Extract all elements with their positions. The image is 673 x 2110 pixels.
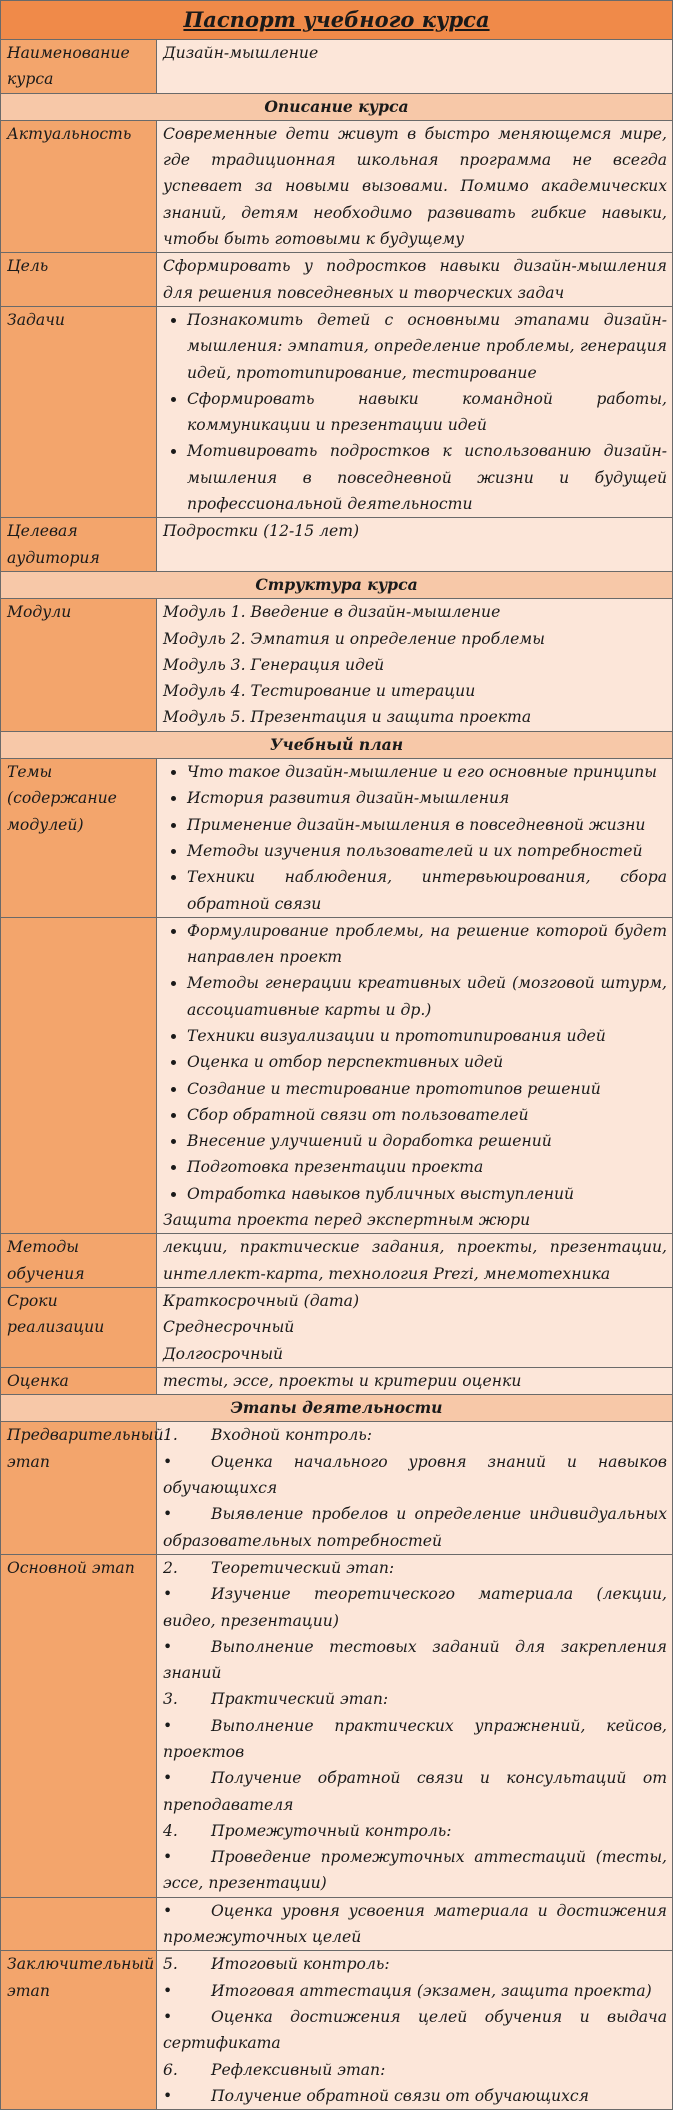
line-text: Получение обратной связи и консультаций от преподавателя <box>163 1769 667 1814</box>
section-description-header: Описание курса <box>1 93 673 120</box>
methods-row <box>1 1234 673 1288</box>
list-item: • Оценка и отбор перспективных идей <box>187 1049 667 1075</box>
line-marker: • <box>163 1716 173 1735</box>
stage-line <box>163 1555 667 1581</box>
line-marker: • <box>163 1769 173 1788</box>
line-marker: • <box>163 1901 173 1920</box>
line-marker: 6. <box>163 2060 178 2079</box>
main-label: Основной этап <box>1 1554 157 1897</box>
line-text: Оценка достижения целей обучения и выдача сертификата <box>163 2007 667 2053</box>
tasks-row <box>1 306 673 517</box>
list-item: • История развития дизайн-мышления <box>187 785 667 811</box>
list-item: • Формулирование проблемы, на решение которой будет направлен проект <box>187 918 667 971</box>
prelim-row <box>1 1422 673 1554</box>
section-header-row <box>1 731 673 758</box>
line-marker: • <box>163 1452 173 1471</box>
line-marker: 5. <box>163 1955 178 1974</box>
assessment-label: Оценка <box>1 1367 157 1394</box>
list-item: • Создание и тестирование прототипов решений <box>187 1076 667 1102</box>
audience-value: Подростки (12-15 лет) <box>157 518 673 572</box>
stage-line <box>163 2057 667 2083</box>
list-item: • Подготовка презентации проекта <box>187 1154 667 1180</box>
module-item: Модуль 1. Введение в дизайн-мышление <box>163 603 501 622</box>
terms-row <box>1 1287 673 1367</box>
line-marker: 2. <box>163 1558 178 1577</box>
stage-line <box>163 1898 667 1951</box>
audience-label: Целевая аудитория <box>1 518 157 572</box>
line-text: Промежуточный контроль: <box>211 1821 452 1840</box>
stage-line <box>163 1951 667 1977</box>
line-marker: • <box>163 1505 173 1524</box>
goal-value: Сформировать у подростков навыки дизайн-мышления для решения повседневных и творческих задач <box>157 253 673 307</box>
topics-list <box>163 759 667 917</box>
modules-label: Модули <box>1 599 157 731</box>
list-item: • Познакомить детей с основными этапами дизайн-мышления: эмпатия, определение проблемы, генерация идей, прототипирование, тестирование <box>187 307 667 386</box>
line-marker: • <box>163 1585 173 1604</box>
line-marker: • <box>163 1848 173 1867</box>
title-row <box>1 1 673 40</box>
stage-line <box>163 1634 667 1687</box>
line-marker: • <box>163 1637 173 1656</box>
main-continued-row <box>1 1897 673 1951</box>
goal-row <box>1 253 673 307</box>
line-text: Проведение промежуточных аттестаций (тесты, эссе, презентации) <box>163 1848 667 1893</box>
stage-line <box>163 1765 667 1818</box>
name-value: Дизайн-мышление <box>157 40 673 94</box>
main-value <box>157 1554 673 1897</box>
stage-line <box>163 1422 667 1448</box>
tasks-value <box>157 306 673 517</box>
prelim-label: Предварительный этап <box>1 1422 157 1554</box>
line-text: Входной контроль: <box>211 1426 372 1445</box>
term-item: Долгосрочный <box>163 1344 284 1363</box>
section-structure-header: Структура курса <box>1 571 673 598</box>
list-item: • Техники наблюдения, интервьюирования, сбора обратной связи <box>187 864 667 917</box>
line-marker: 1. <box>163 1426 178 1445</box>
main-row <box>1 1554 673 1897</box>
module-item: Модуль 3. Генерация идей <box>163 655 385 674</box>
list-item: • Сформировать навыки командной работы, коммуникации и презентации идей <box>187 386 667 439</box>
section-plan-header: Учебный план <box>1 731 673 758</box>
line-text: Теоретический этап: <box>211 1558 395 1577</box>
audience-row <box>1 518 673 572</box>
tasks-list <box>163 307 667 517</box>
list-item: • Методы изучения пользователей и их потребностей <box>187 838 667 864</box>
final-row <box>1 1951 673 2110</box>
section-stages-header: Этапы деятельности <box>1 1395 673 1422</box>
line-text: Итоговый контроль: <box>211 1955 390 1974</box>
line-text: Оценка уровня усвоения материала и достижения промежуточных целей <box>163 1901 667 1947</box>
topics-row <box>1 759 673 918</box>
topics-continued-row <box>1 917 673 1234</box>
assessment-value: тесты, эссе, проекты и критерии оценки <box>157 1367 673 1394</box>
line-text: Получение обратной связи от обучающихся <box>211 2086 589 2105</box>
stage-line <box>163 2004 667 2057</box>
topics-value <box>157 759 673 918</box>
section-header-row <box>1 571 673 598</box>
final-label: Заключительный этап <box>1 1951 157 2110</box>
stage-line <box>163 1978 667 2004</box>
line-marker: • <box>163 2086 173 2105</box>
list-item: • Внесение улучшений и доработка решений <box>187 1128 667 1154</box>
line-text: Изучение теоретического материала (лекции, видео, презентации) <box>163 1585 667 1630</box>
line-text: Выполнение практических упражнений, кейсов, проектов <box>163 1716 667 1761</box>
tasks-label: Задачи <box>1 306 157 517</box>
stage-line <box>163 1686 667 1712</box>
relevance-row <box>1 120 673 252</box>
stage-line <box>163 2083 667 2109</box>
goal-label: Цель <box>1 253 157 307</box>
topics-continued-value <box>157 917 673 1234</box>
stage-line <box>163 1501 667 1554</box>
line-marker: • <box>163 2007 173 2026</box>
topics-label: Темы (содержание модулей) <box>1 759 157 918</box>
list-item: • Мотивировать подростков к использованию дизайн-мышления в повседневной жизни и будущей профессиональной деятельности <box>187 438 667 517</box>
list-item: • Сбор обратной связи от пользователей <box>187 1102 667 1128</box>
methods-value: лекции, практические задания, проекты, презентации, интеллект-карта, технология Prezi, мнемотехника <box>157 1234 673 1288</box>
term-item: Краткосрочный (дата) <box>163 1291 360 1310</box>
final-value <box>157 1951 673 2110</box>
line-marker: • <box>163 1981 173 2000</box>
list-item: • Что такое дизайн-мышление и его основные принципы <box>187 759 667 785</box>
line-text: Итоговая аттестация (экзамен, защита проекта) <box>211 1981 652 2000</box>
terms-value <box>157 1287 673 1367</box>
stage-line <box>163 1713 667 1766</box>
line-marker: 4. <box>163 1821 178 1840</box>
relevance-label: Актуальность <box>1 120 157 252</box>
module-item: Модуль 4. Тестирование и итерации <box>163 682 476 701</box>
stage-line <box>163 1818 667 1844</box>
stage-line <box>163 1581 667 1634</box>
line-text: Выявление пробелов и определение индивидуальных образовательных потребностей <box>163 1505 667 1550</box>
empty-label <box>1 1897 157 1951</box>
stage-line <box>163 1844 667 1897</box>
section-header-row <box>1 93 673 120</box>
line-text: Рефлексивный этап: <box>211 2060 386 2079</box>
line-text: Оценка начального уровня знаний и навыков обучающихся <box>163 1452 667 1498</box>
topics-tail: Защита проекта перед экспертным жюри <box>163 1211 531 1230</box>
list-item: • Техники визуализации и прототипирования идей <box>187 1023 667 1049</box>
module-item: Модуль 2. Эмпатия и определение проблемы <box>163 629 545 648</box>
passport-title: Паспорт учебного курса <box>1 1 673 40</box>
main-continued-value <box>157 1897 673 1951</box>
list-item: • Методы генерации креативных идей (мозговой штурм, ассоциативные карты и др.) <box>187 970 667 1023</box>
modules-value <box>157 599 673 731</box>
stage-line <box>163 1449 667 1502</box>
section-header-row <box>1 1395 673 1422</box>
list-item: • Отработка навыков публичных выступлений <box>187 1181 667 1207</box>
line-text: Практический этап: <box>211 1690 389 1709</box>
topics-continued-list <box>163 918 667 1207</box>
list-item: • Применение дизайн-мышления в повседневной жизни <box>187 812 667 838</box>
terms-label: Сроки реализации <box>1 1287 157 1367</box>
name-label: Наименование курса <box>1 40 157 94</box>
name-row <box>1 40 673 94</box>
empty-label <box>1 917 157 1234</box>
assessment-row <box>1 1367 673 1394</box>
term-item: Среднесрочный <box>163 1318 295 1337</box>
modules-row <box>1 599 673 731</box>
line-text: Выполнение тестовых заданий для закрепления знаний <box>163 1637 667 1683</box>
relevance-value: Современные дети живут в быстро меняющемся мире, где традиционная школьная программа не всегда успевает за новыми вызовами. Помимо академических знаний, детям необходимо развивать гибкие навыки, чтобы быть готовыми к будущему <box>157 120 673 252</box>
prelim-value <box>157 1422 673 1554</box>
line-marker: 3. <box>163 1690 178 1709</box>
module-item: Модуль 5. Презентация и защита проекта <box>163 708 532 727</box>
methods-label: Методы обучения <box>1 1234 157 1288</box>
